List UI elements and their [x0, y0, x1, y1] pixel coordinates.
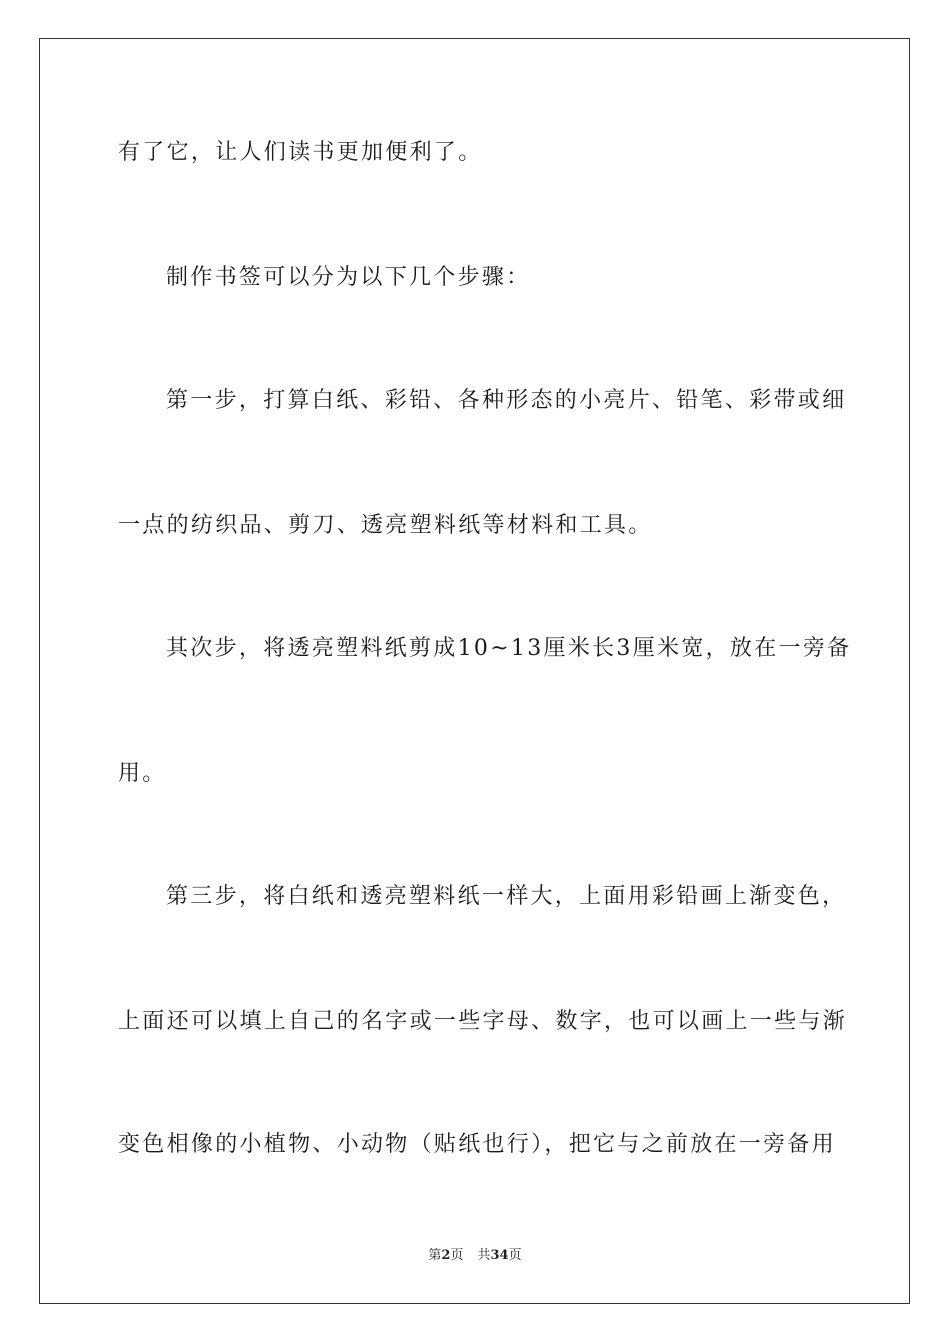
page-border — [39, 38, 910, 1304]
paragraph-line: 变色相像的小植物、小动物（贴纸也行），把它与之前放在一旁备用 — [118, 1132, 837, 1157]
paragraph-line: 制作书签可以分为以下几个步骤： — [166, 265, 531, 290]
page-prefix: 第 — [428, 1248, 442, 1263]
page-footer — [0, 1247, 950, 1265]
total-prefix: 共 — [477, 1248, 491, 1263]
total-suffix: 页 — [508, 1248, 522, 1263]
paragraph-line: 上面还可以填上自己的名字或一些字母、数字，也可以画上一些与渐 — [118, 1009, 848, 1034]
paragraph-line: 一点的纺织品、剪刀、透亮塑料纸等材料和工具。 — [118, 513, 653, 538]
total-pages: 34 — [490, 1248, 509, 1263]
paragraph-line: 第一步，打算白纸、彩铅、各种形态的小亮片、铅笔、彩带或细 — [166, 388, 847, 413]
paragraph-line: 其次步，将透亮塑料纸剪成10~13厘米长3厘米宽，放在一旁备 — [166, 636, 852, 661]
paragraph-line: 用。 — [118, 761, 167, 786]
paragraph-line: 有了它，让人们读书更加便利了。 — [118, 140, 483, 165]
page-suffix: 页 — [450, 1248, 464, 1263]
paragraph-line: 第三步，将白纸和透亮塑料纸一样大，上面用彩铅画上渐变色， — [166, 884, 847, 909]
page-number: 2 — [441, 1248, 451, 1263]
